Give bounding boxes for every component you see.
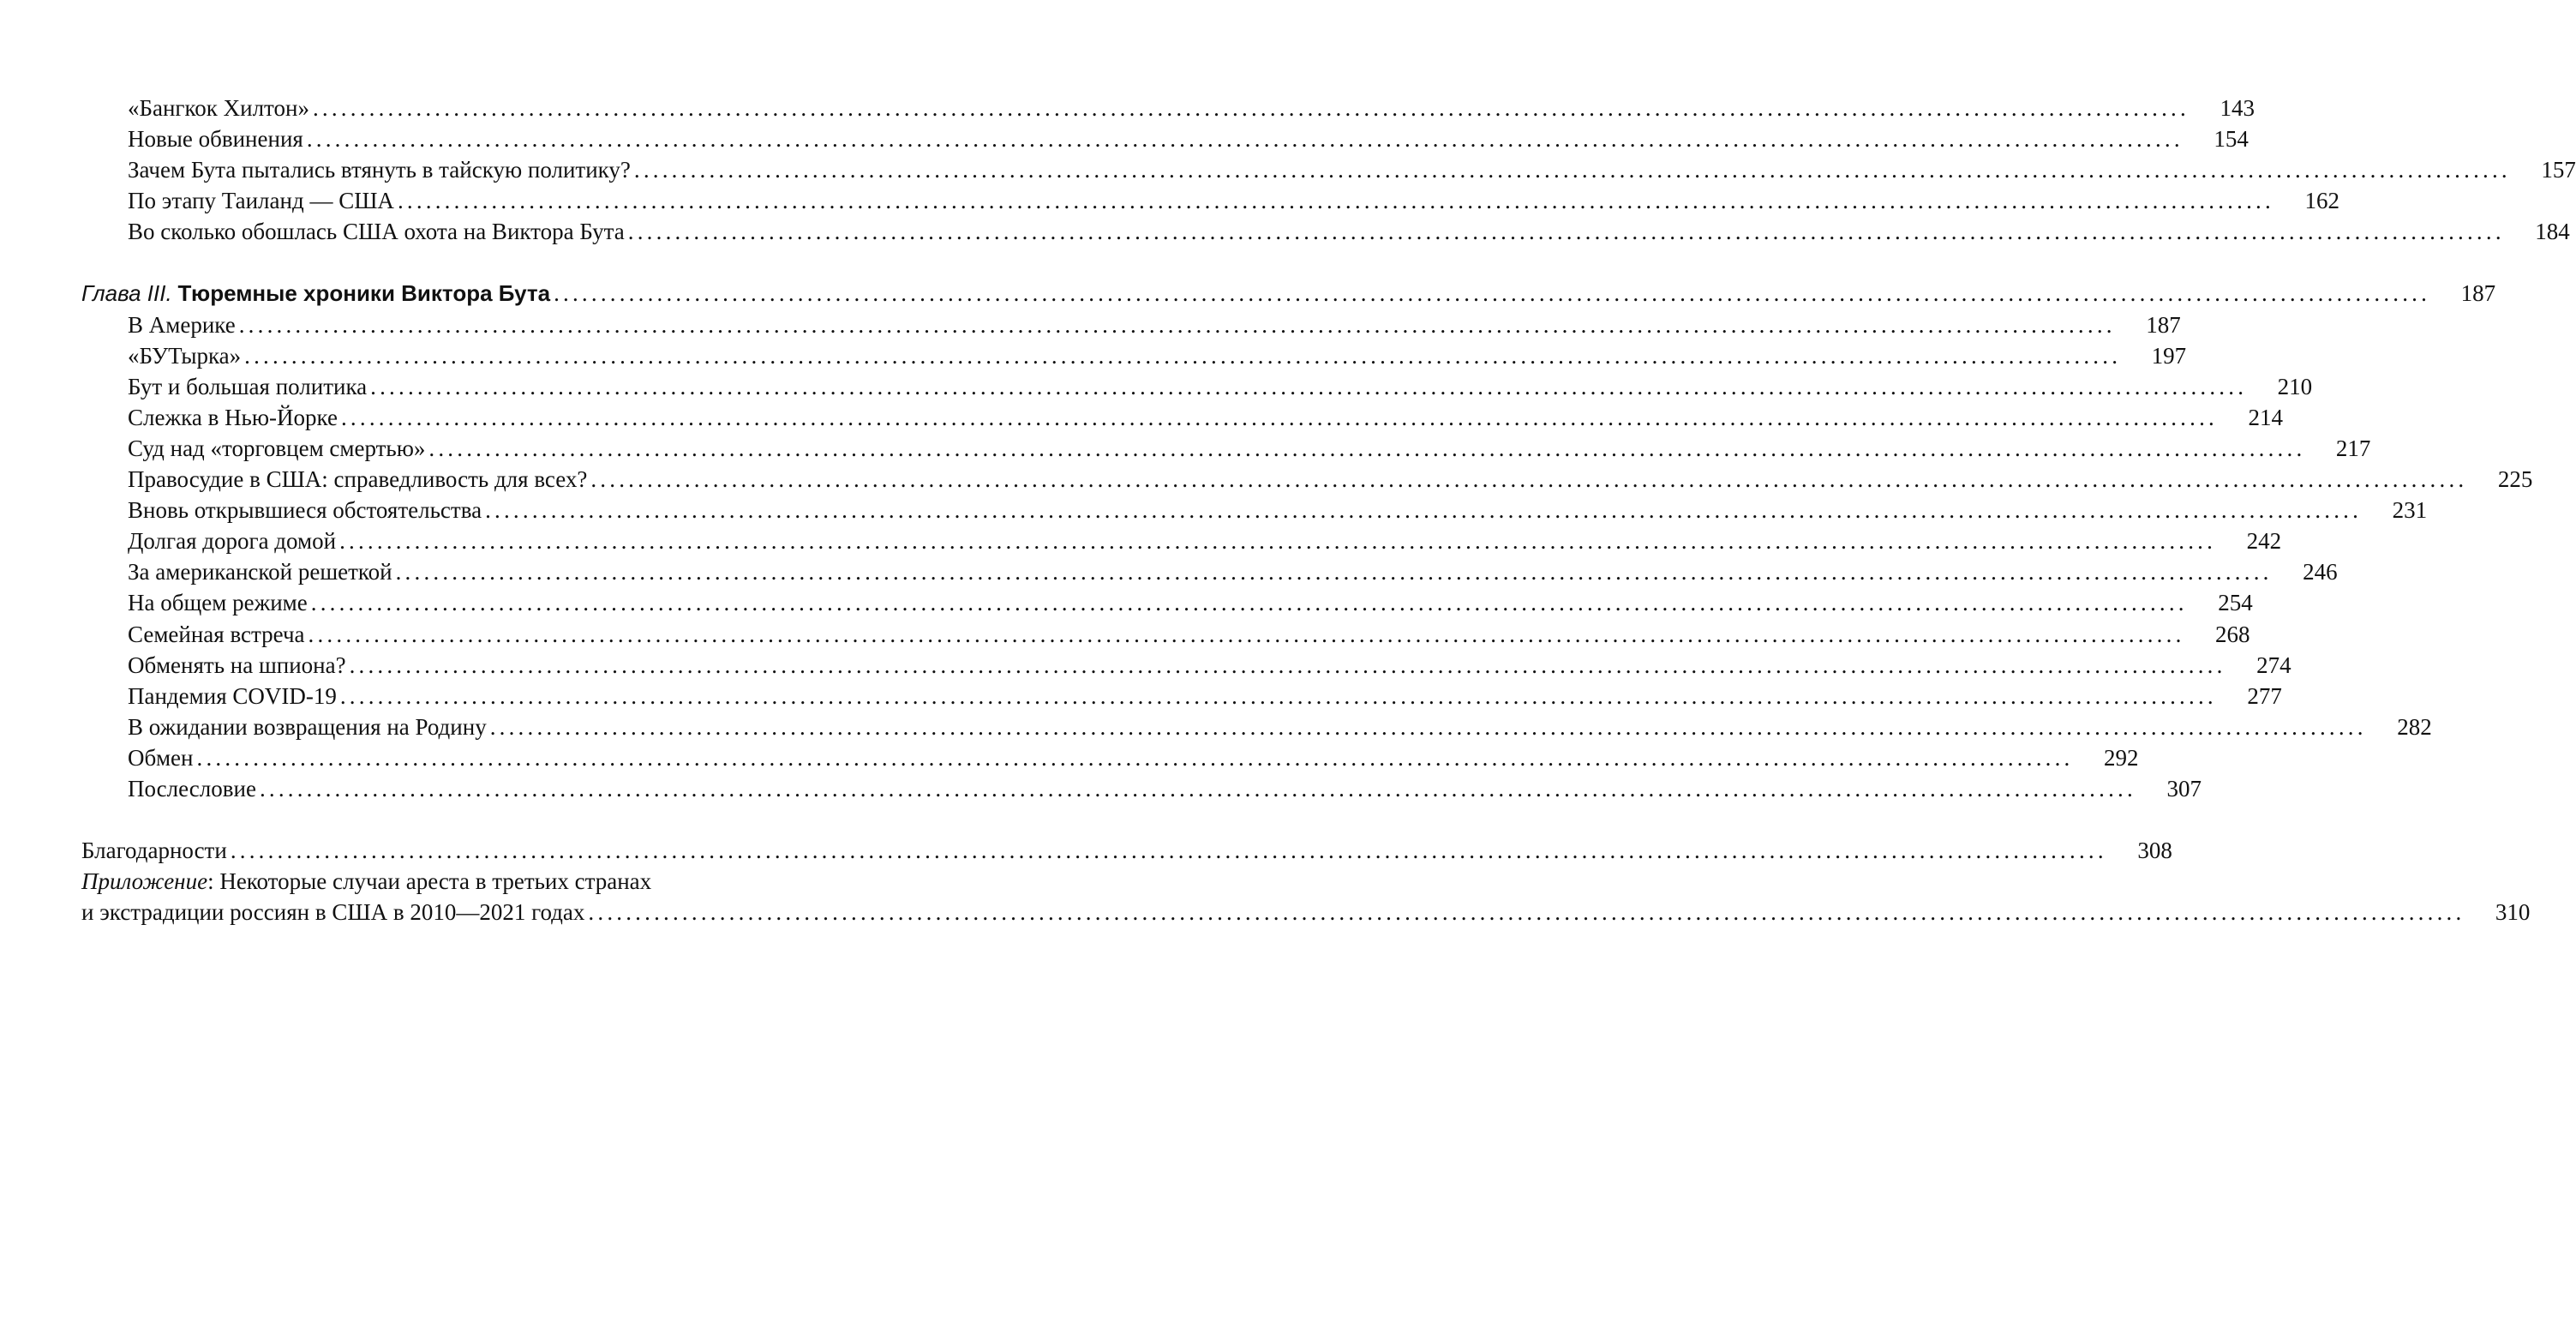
leader-dots: ........................................................................................................................................................................................................ xyxy=(590,466,2468,493)
spacer xyxy=(81,804,737,835)
toc-entry-title: «БУТырка» xyxy=(128,342,242,369)
toc-entry xyxy=(81,402,2283,433)
chapter-3-prefix: Глава III. xyxy=(81,280,172,307)
toc-entry-title: Обмен xyxy=(128,744,194,771)
toc-entry-page: 210 xyxy=(2277,373,2313,399)
leader-dots: ........................................................................................................................................................................................................ xyxy=(259,775,2136,802)
toc-entry-page: 277 xyxy=(2247,682,2282,709)
toc-entry-title: Бут и большая политика xyxy=(128,373,368,399)
toc-entry-page: 157 xyxy=(2541,157,2576,183)
toc-entry-title: На общем режиме xyxy=(128,590,308,616)
thanks-title: Благодарности xyxy=(81,838,227,864)
toc-entry-title: По этапу Таиланд — США xyxy=(128,188,394,214)
chapter-3-items xyxy=(81,309,2533,805)
section-top-list xyxy=(81,93,2576,247)
toc-entry xyxy=(81,216,2570,247)
toc-entry-title: Правосудие в США: справедливость для всех? xyxy=(128,466,588,493)
toc-entry-title: В ожидании возвращения на Родину xyxy=(128,713,487,740)
leader-dots: ........................................................................................................................................................................................................ xyxy=(339,682,2217,709)
toc-entry-page: 254 xyxy=(2218,590,2253,616)
leader-dots: ........................................................................................................................................................................................................ xyxy=(306,126,2184,153)
leader-dots: ........................................................................................................................................................................................................ xyxy=(485,497,2363,524)
spacer xyxy=(81,247,737,278)
toc-entry-page: 225 xyxy=(2497,466,2533,493)
toc-entry xyxy=(81,464,2533,495)
appendix-entry xyxy=(81,897,2531,928)
toc-entry-title: Вновь открывшиеся обстоятельства xyxy=(128,497,482,524)
appendix-text-1: : Некоторые случаи ареста в третьих странах xyxy=(207,868,652,895)
leader-dots: ........................................................................................................................................................................................................ xyxy=(633,157,2511,183)
toc-entry xyxy=(81,340,2187,371)
leader-dots: ........................................................................................................................................................................................................ xyxy=(244,342,2122,369)
toc-entry-page: 214 xyxy=(2248,404,2283,430)
toc-entry xyxy=(81,556,2338,587)
thanks-page: 308 xyxy=(2137,838,2172,864)
chapter-3-heading xyxy=(81,278,2496,309)
leader-dots: ........................................................................................................................................................................................................ xyxy=(238,311,2116,338)
leader-dots: ........................................................................................................................................................................................................ xyxy=(395,559,2273,585)
leader-dots: ........................................................................................................................................................................................................ xyxy=(340,404,2218,430)
toc-entry xyxy=(81,433,2371,464)
toc-entry-page: 231 xyxy=(2392,497,2428,524)
toc-entry-title: Обменять на шпиона? xyxy=(128,651,346,678)
toc-entry-page: 154 xyxy=(2214,126,2249,153)
toc-entry-title: Послесловие xyxy=(128,775,256,802)
toc-entry-page: 217 xyxy=(2335,435,2371,461)
chapter-3-name: Тюремные хроники Виктора Бута xyxy=(177,280,551,307)
chapter-3-page: 187 xyxy=(2460,280,2496,307)
toc-entry xyxy=(81,371,2313,402)
toc-entry-page: 292 xyxy=(2104,744,2139,771)
toc-entry xyxy=(81,495,2428,525)
toc-entry xyxy=(81,742,2139,773)
toc-entry-title: Во сколько обошлась США охота на Виктора Бута xyxy=(128,219,625,245)
toc-entry-page: 162 xyxy=(2304,188,2339,214)
toc-entry-page: 242 xyxy=(2246,528,2282,555)
leader-dots: ........................................................................................................................................................................................................ xyxy=(196,744,2074,771)
leader-dots: ........................................................................................................................................................................................................ xyxy=(308,621,2185,647)
thanks-entry xyxy=(81,835,2172,866)
leader-dots: ........................................................................................................................................................................................................ xyxy=(397,188,2274,214)
toc-entry xyxy=(81,309,2181,340)
toc-entry-title: Суд над «торговцем смертью» xyxy=(128,435,426,461)
toc-entry-title: Новые обвинения xyxy=(128,126,303,153)
toc-entry-page: 282 xyxy=(2397,713,2432,740)
leader-dots: ........................................................................................................................................................................................................ xyxy=(230,838,2107,864)
leader-dots: ........................................................................................................................................................................................................ xyxy=(339,528,2217,555)
toc-entry xyxy=(81,93,2255,123)
leader-dots: ........................................................................................................................................................................................................ xyxy=(349,651,2226,678)
toc-entry xyxy=(81,154,2576,185)
leader-dots: ........................................................................................................................................................................................................ xyxy=(489,713,2367,740)
chapter-3-title xyxy=(81,278,550,309)
leader-dots: ........................................................................................................................................................................................................ xyxy=(588,899,2465,926)
toc-entry xyxy=(81,587,2253,618)
toc-entry-page: 197 xyxy=(2151,342,2187,369)
appendix-page: 310 xyxy=(2495,899,2531,926)
leader-dots: ........................................................................................................................................................................................................ xyxy=(428,435,2306,461)
toc-entry-page: 187 xyxy=(2146,311,2181,338)
appendix-line-1 xyxy=(81,866,737,897)
toc-entry xyxy=(81,525,2282,556)
toc-entry-title: Слежка в Нью-Йорке xyxy=(128,404,338,430)
leader-dots: ........................................................................................................................................................................................................ xyxy=(310,590,2188,616)
toc-entry-page: 184 xyxy=(2535,219,2570,245)
appendix-label: Приложение xyxy=(81,868,208,895)
toc-entry-title: Долгая дорога домой xyxy=(128,528,337,555)
toc-entry-title: «Бангкок Хилтон» xyxy=(128,95,309,121)
toc-entry-page: 246 xyxy=(2303,559,2338,585)
toc-entry-page: 143 xyxy=(2220,95,2255,121)
leader-dots: ........................................................................................................................................................................................................ xyxy=(554,280,2431,307)
toc-entry-page: 268 xyxy=(2215,621,2250,647)
toc-entry-title: Пандемия COVID-19 xyxy=(128,682,337,709)
toc-entry-title: Зачем Бута пытались втянуть в тайскую политику? xyxy=(128,157,631,183)
toc-entry-page: 307 xyxy=(2166,775,2202,802)
toc-entry xyxy=(81,185,2339,216)
toc-entry xyxy=(81,773,2202,804)
toc-entry-title: За американской решеткой xyxy=(128,559,392,585)
leader-dots: ........................................................................................................................................................................................................ xyxy=(312,95,2190,121)
toc-entry xyxy=(81,619,2250,650)
toc-entry-title: Семейная встреча xyxy=(128,621,305,647)
toc-entry xyxy=(81,123,2249,154)
table-of-contents xyxy=(81,93,2576,928)
leader-dots: ........................................................................................................................................................................................................ xyxy=(627,219,2505,245)
toc-entry-page: 274 xyxy=(2256,651,2291,678)
toc-entry xyxy=(81,650,2291,681)
toc-entry xyxy=(81,712,2432,742)
appendix-text-2: и экстрадиции россиян в США в 2010—2021 годах xyxy=(81,899,585,926)
toc-entry xyxy=(81,681,2282,712)
toc-entry-title: В Америке xyxy=(128,311,236,338)
leader-dots: ........................................................................................................................................................................................................ xyxy=(370,373,2248,399)
